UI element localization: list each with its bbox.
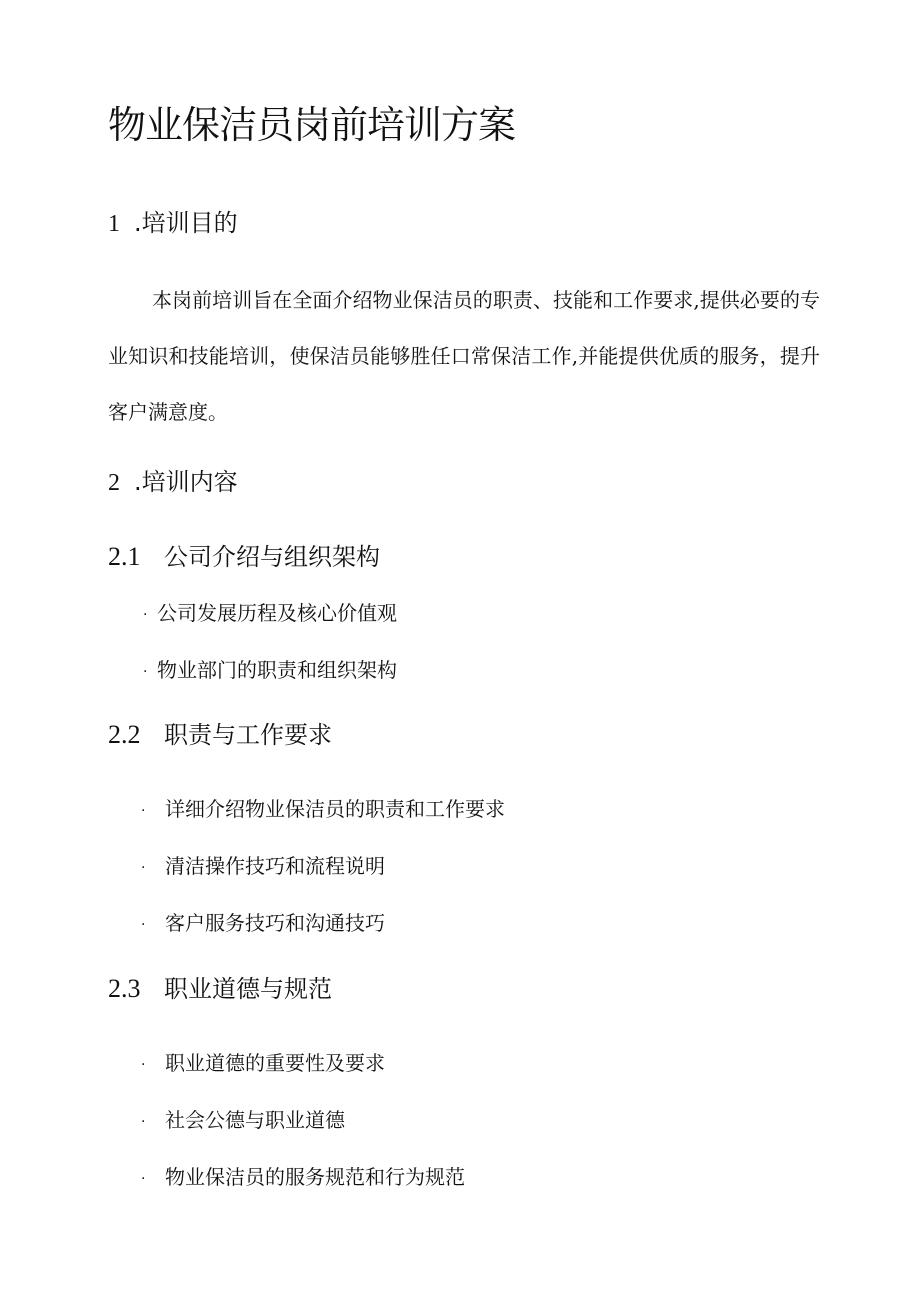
subsection-title: 公司介绍与组织架构	[164, 543, 380, 571]
list-item	[143, 656, 397, 686]
bullet-icon: ·	[141, 1113, 146, 1130]
list-item-text: 职业道德的重要性及要求	[165, 1051, 385, 1075]
bullet-icon: ·	[143, 606, 148, 623]
subsection-number: 2.3	[108, 974, 141, 1003]
list-item	[141, 795, 505, 825]
bullet-icon: ·	[141, 859, 146, 876]
subsection-heading-2-1	[108, 541, 380, 573]
bullet-icon: ·	[141, 916, 146, 933]
subsection-title: 职业道德与规范	[164, 975, 332, 1003]
bullet-icon: ·	[141, 1056, 146, 1073]
list-item-text: 客户服务技巧和沟通技巧	[165, 911, 385, 935]
list-item-text: 公司发展历程及核心价值观	[157, 601, 397, 625]
section-number: 1	[108, 211, 120, 237]
list-item-text: 清洁操作技巧和流程说明	[165, 854, 385, 878]
subsection-number: 2.1	[108, 542, 141, 571]
subsection-heading-2-2	[108, 719, 332, 751]
list-item	[141, 909, 385, 939]
list-item	[141, 1106, 345, 1136]
list-item-text: 物业部门的职责和组织架构	[157, 658, 397, 682]
section-title: .培训目的	[134, 209, 238, 237]
subsection-heading-2-3	[108, 973, 332, 1005]
list-item	[141, 1049, 385, 1079]
section-number: 2	[108, 470, 120, 496]
bullet-icon: ·	[141, 802, 146, 819]
section-heading-1	[108, 207, 238, 240]
subsection-title: 职责与工作要求	[164, 721, 332, 749]
section-title: .培训内容	[134, 468, 238, 496]
subsection-number: 2.2	[108, 720, 141, 749]
document-title: 物业保洁员岗前培训方案	[108, 103, 516, 147]
bullet-icon: ·	[141, 1170, 146, 1187]
section-heading-2	[108, 466, 238, 499]
section-1-paragraph: 本岗前培训旨在全面介绍物业保洁员的职责、技能和工作要求,提供必要的专业知识和技能培训，使保洁员能够胜任口常保洁工作,并能提供优质的服务，提升客户满意度。	[108, 288, 820, 424]
list-item-text: 物业保洁员的服务规范和行为规范	[165, 1165, 465, 1189]
list-item	[143, 599, 397, 629]
list-item-text: 详细介绍物业保洁员的职责和工作要求	[165, 797, 505, 821]
list-item	[141, 1163, 465, 1193]
bullet-icon: ·	[143, 663, 148, 680]
list-item-text: 社会公德与职业道德	[165, 1108, 345, 1132]
list-item	[141, 852, 385, 882]
